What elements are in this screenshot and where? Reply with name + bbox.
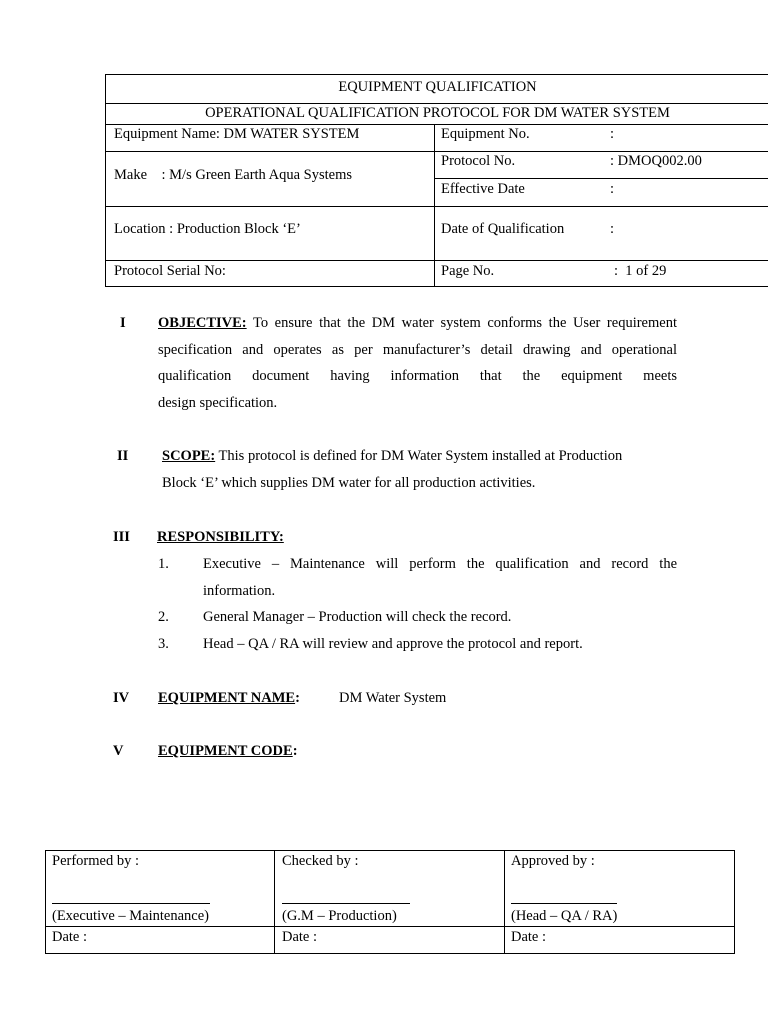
list-number: 2. xyxy=(158,609,169,625)
section-number: IV xyxy=(113,690,130,706)
signature-table xyxy=(45,850,735,954)
page-no-value: : 1 of 29 xyxy=(614,263,667,279)
checked-by-label: Checked by : xyxy=(282,853,359,869)
row-divider xyxy=(106,206,768,207)
list-number: 1. xyxy=(158,556,169,572)
section-number: II xyxy=(117,448,129,464)
column-divider xyxy=(274,851,275,953)
make-field: Make : M/s Green Earth Aqua Systems xyxy=(114,167,353,183)
scope-text: This protocol is defined for DM Water System installed at Production xyxy=(218,448,623,464)
equipment-name-heading-text: EQUIPMENT NAME xyxy=(158,690,296,706)
scope-line xyxy=(162,443,682,470)
signature-line xyxy=(511,903,617,904)
section-number: V xyxy=(113,743,124,759)
signature-line xyxy=(52,903,210,904)
doc-title: EQUIPMENT QUALIFICATION xyxy=(338,79,537,95)
page-no-label: Page No. xyxy=(441,263,495,279)
list-item: information. xyxy=(203,583,276,599)
performed-date-label: Date : xyxy=(52,929,88,945)
equipment-no-value: : xyxy=(610,126,615,142)
protocol-no-value: : DMOQ002.00 xyxy=(610,153,702,169)
list-item: Executive – Maintenance will perform the qualification and record the xyxy=(203,556,677,572)
date-of-qualification-value: : xyxy=(610,221,615,237)
equipment-name-heading xyxy=(158,689,300,707)
equipment-name-field: Equipment Name: DM WATER SYSTEM xyxy=(114,126,360,142)
objective-heading: OBJECTIVE: xyxy=(158,315,247,331)
equipment-no-label: Equipment No. xyxy=(441,126,530,142)
row-divider xyxy=(435,178,768,179)
objective-line: specification and operates as per manufacturer’s detail drawing and operational xyxy=(158,341,677,358)
heading-colon: : xyxy=(292,743,298,759)
location-field: Location : Production Block ‘E’ xyxy=(114,221,301,237)
row-divider xyxy=(46,926,734,927)
objective-line: qualification document having information that the equipment meets xyxy=(158,368,677,384)
date-of-qualification-label: Date of Qualification xyxy=(441,221,565,237)
objective-section xyxy=(158,310,677,416)
responsibility-heading: RESPONSIBILITY: xyxy=(157,529,284,545)
approved-by-label: Approved by : xyxy=(511,853,595,869)
section-number: III xyxy=(113,529,130,545)
objective-line xyxy=(158,310,677,337)
column-divider xyxy=(504,851,505,953)
header-table xyxy=(105,74,768,287)
effective-date-value: : xyxy=(610,181,615,197)
equipment-name-value: DM Water System xyxy=(339,690,447,706)
list-number: 3. xyxy=(158,636,169,652)
scope-heading: SCOPE: xyxy=(162,448,216,464)
heading-colon: : xyxy=(295,690,300,706)
protocol-serial-label: Protocol Serial No: xyxy=(114,263,226,279)
performed-by-label: Performed by : xyxy=(52,853,139,869)
doc-subtitle: OPERATIONAL QUALIFICATION PROTOCOL FOR DM WATER SYSTEM xyxy=(205,105,670,121)
scope-line: Block ‘E’ which supplies DM water for all production activities. xyxy=(162,474,536,491)
approved-by-role: (Head – QA / RA) xyxy=(511,908,618,924)
checked-by-role: (G.M – Production) xyxy=(282,908,397,924)
section-number: I xyxy=(120,315,126,331)
performed-by-role: (Executive – Maintenance) xyxy=(52,908,210,924)
equipment-code-heading-text: EQUIPMENT CODE xyxy=(158,743,293,759)
checked-date-label: Date : xyxy=(282,929,318,945)
scope-section xyxy=(162,443,682,496)
list-item: General Manager – Production will check the record. xyxy=(203,609,512,625)
objective-line: design specification. xyxy=(158,394,278,411)
signature-line xyxy=(282,903,410,904)
approved-date-label: Date : xyxy=(511,929,547,945)
row-divider xyxy=(106,260,768,261)
equipment-code-heading xyxy=(158,742,298,760)
protocol-no-label: Protocol No. xyxy=(441,153,516,169)
column-divider xyxy=(434,124,435,287)
list-item: Head – QA / RA will review and approve the protocol and report. xyxy=(203,636,583,652)
effective-date-label: Effective Date xyxy=(441,181,525,197)
objective-text: To ensure that the DM water system conforms the User requirement xyxy=(252,315,677,331)
